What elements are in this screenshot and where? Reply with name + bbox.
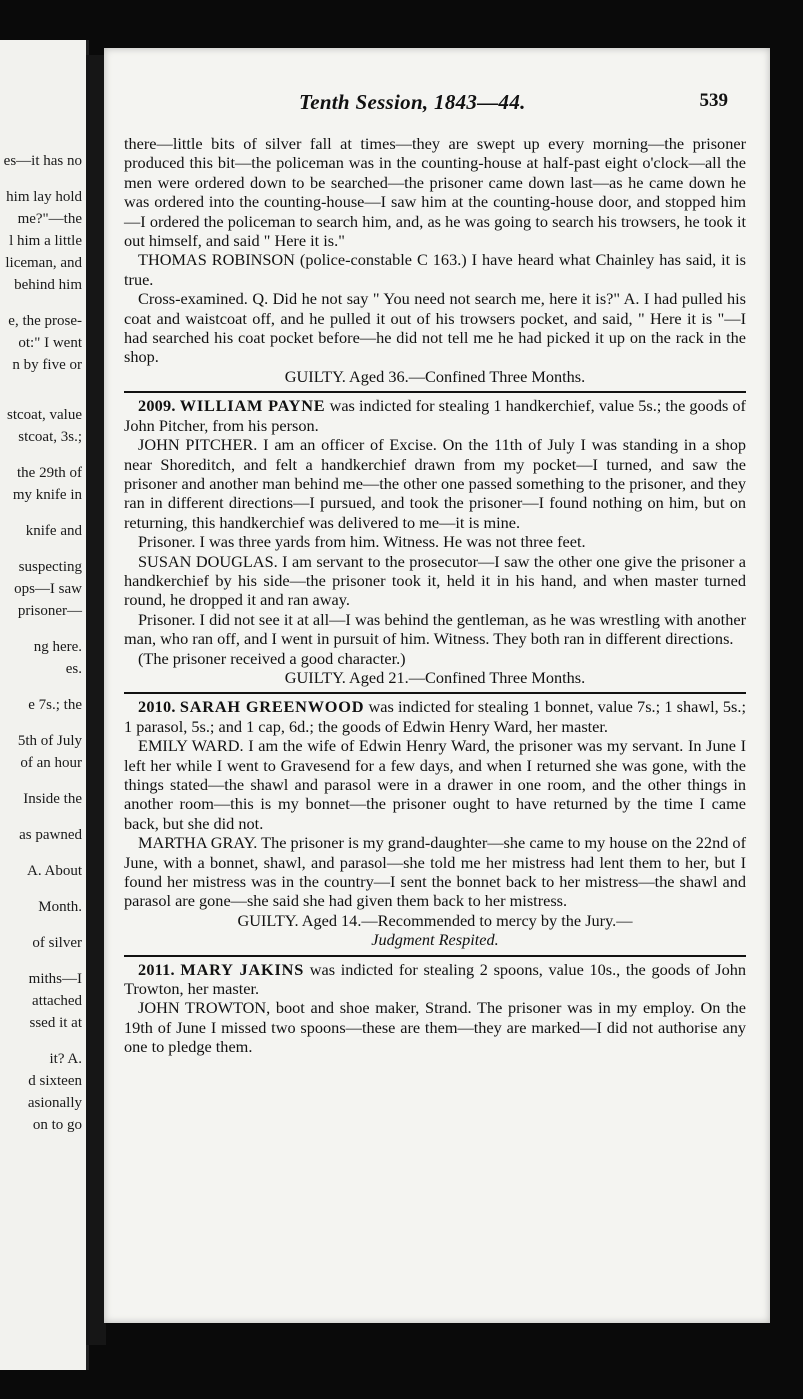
margin-fragment: Inside the <box>23 791 82 807</box>
testimony: (The prisoner received a good character.) <box>138 648 406 668</box>
margin-fragment: it? A. <box>49 1051 82 1067</box>
case-heading-2009 <box>124 396 746 435</box>
defendant-name: MARY JAKINS <box>180 959 305 979</box>
charge-text: was indicted for stealing 1 bonnet, value 7s.; 1 shawl, 5s.; 1 parasol, 5s.; and 1 cap, 6d.; the goods of Edwin Henry Ward, her master. <box>124 697 746 736</box>
margin-fragment: stcoat, 3s.; <box>18 429 82 445</box>
margin-fragment: suspecting <box>18 559 82 575</box>
margin-fragment: attached <box>32 993 82 1009</box>
margin-fragment: as pawned <box>19 827 82 843</box>
margin-fragment: me?"—the <box>17 211 82 227</box>
section-rule <box>124 692 746 694</box>
margin-fragment: of an hour <box>20 755 82 771</box>
case-heading-2010 <box>124 697 746 736</box>
left-page-fragment <box>0 40 89 1370</box>
margin-fragment: asionally <box>27 1095 82 1111</box>
verdict: GUILTY. Aged 14.—Recommended to mercy by the Jury.— <box>237 910 633 930</box>
margin-fragment: d sixteen <box>28 1073 82 1089</box>
testimony: Prisoner. I was three yards from him. Witness. He was not three feet. <box>138 532 586 552</box>
testimony: EMILY WARD. I am the wife of Edwin Henry Ward, the prisoner was my servant. In June I left her while I went to Gravesend for a few days, and when I returned she was gone, with the things stated—the shawl and parasol were in a drawer in one room, and the other things in another room—this is my bonnet—the prisoner ought to have returned by the time I came back, but she did not. <box>124 736 746 833</box>
margin-fragment: A. About <box>26 863 82 879</box>
verdict: GUILTY. Aged 21.—Confined Three Months. <box>284 667 586 687</box>
page-body <box>124 134 746 1057</box>
verdict-sentence: Judgment Respited. <box>371 930 499 950</box>
defendant-name: SARAH GREENWOOD <box>179 697 365 717</box>
margin-fragment: es—it has no <box>3 153 82 169</box>
margin-fragment: miths—I <box>28 971 82 987</box>
margin-fragment: e, the prose- <box>8 313 82 329</box>
right-page <box>104 48 770 1323</box>
margin-fragment: of silver <box>32 935 82 951</box>
margin-fragment: stcoat, value <box>7 407 82 423</box>
case-number: 2011. <box>138 959 175 979</box>
defendant-name: WILLIAM PAYNE <box>179 396 326 416</box>
margin-fragment: Month. <box>38 899 82 915</box>
case-number: 2009. <box>138 396 176 416</box>
verdict: GUILTY. Aged 36.—Confined Three Months. <box>284 366 586 386</box>
testimony: JOHN TROWTON, boot and shoe maker, Strand. The prisoner was in my employ. On the 19th of June I missed two spoons—these are them—they are marked—I did not authorise any one to pledge them. <box>124 998 746 1057</box>
testimony: MARTHA GRAY. The prisoner is my grand-daughter—she came to my house on the 22nd of June, with a bonnet, shawl, and parasol—she told me her mistress had lent them to her, but I found her mistress was in the country—I sent the bonnet back to her mistress—the shawl and parasol are gone—she said she had given them back to her mistress. <box>124 833 746 911</box>
margin-fragment: liceman, and <box>5 255 82 271</box>
paragraph: THOMAS ROBINSON (police-constable C 163.) I have heard what Chainley has said, it is true. <box>124 250 746 289</box>
margin-fragment: my knife in <box>12 487 82 503</box>
margin-fragment: ot:" I went <box>18 335 82 351</box>
margin-fragment: 5th of July <box>17 733 82 749</box>
margin-fragment: ng here. <box>33 639 82 655</box>
margin-fragment: es. <box>65 661 82 677</box>
running-head <box>104 90 770 120</box>
case-number: 2010. <box>138 697 176 717</box>
scan-border <box>770 40 803 1340</box>
margin-fragment: ops—I saw <box>14 581 82 597</box>
margin-fragment: e 7s.; the <box>28 697 82 713</box>
paragraph: there—little bits of silver fall at times—they are swept up every morning—the prisoner produced this bit—the policeman was in the counting-house at half-past eight o'clock—all the men were ordered down to be searched—the prisoner came down last—as he came down he was ordered into the counting-house—I saw him at the counting-house door, and stopped him—I ordered the policeman to search him, and, as he was going to search his trowsers, he took it out himself, and said " Here it is." <box>124 134 746 251</box>
case-heading-2011 <box>124 960 746 999</box>
section-rule <box>124 391 746 393</box>
margin-fragment: the 29th of <box>17 465 82 481</box>
section-rule <box>124 955 746 957</box>
testimony: SUSAN DOUGLAS. I am servant to the prosecutor—I saw the other one give the prisoner a handkerchief by his side—the prisoner took it, held it in his hand, and when master turned round, he dropped it and ran away. <box>124 551 746 610</box>
testimony: Prisoner. I did not see it at all—I was behind the gentleman, as he was wrestling with another man, who ran off, and I went in pursuit of him. Witness. They both ran in different directions. <box>124 609 746 649</box>
margin-fragment: on to go <box>32 1117 82 1133</box>
charge-text: was indicted for stealing 2 spoons, value 10s., the goods of John Trowton, her master. <box>124 959 746 999</box>
margin-fragment: behind him <box>14 277 82 293</box>
margin-fragment: n by five or <box>12 357 82 373</box>
margin-fragment: l him a little <box>9 233 82 249</box>
charge-text: was indicted for stealing 1 handkerchief, value 5s.; the goods of John Pitcher, from his person. <box>124 396 746 435</box>
testimony: JOHN PITCHER. I am an officer of Excise. On the 11th of July I was standing in a shop near Shoreditch, and felt a handkerchief drawn from my pocket—I turned, and saw the prisoner and another man behind me—the other one passed something to the prisoner, and they ran in different directions—I pursued, and took the prisoner—I found nothing on him, but on returning, this handkerchief was delivered to me—it is mine. <box>124 435 746 532</box>
margin-fragment: knife and <box>25 523 82 539</box>
margin-fragment: ssed it at <box>29 1015 82 1031</box>
book-gutter <box>86 55 106 1345</box>
margin-fragment: prisoner— <box>17 603 82 619</box>
margin-fragment: him lay hold <box>6 189 82 205</box>
paragraph: Cross-examined. Q. Did he not say " You need not search me, here it is?" A. I had pulled his coat and waistcoat off, and he pulled it out of his trowsers pocket, and said, " Here it is "—I had searched his coat pocket before—he did not tell me he had picked it up on the rack in the shop. <box>124 289 746 367</box>
page-number: 539 <box>699 90 728 111</box>
page-header-title: Tenth Session, 1843—44. <box>299 90 526 114</box>
